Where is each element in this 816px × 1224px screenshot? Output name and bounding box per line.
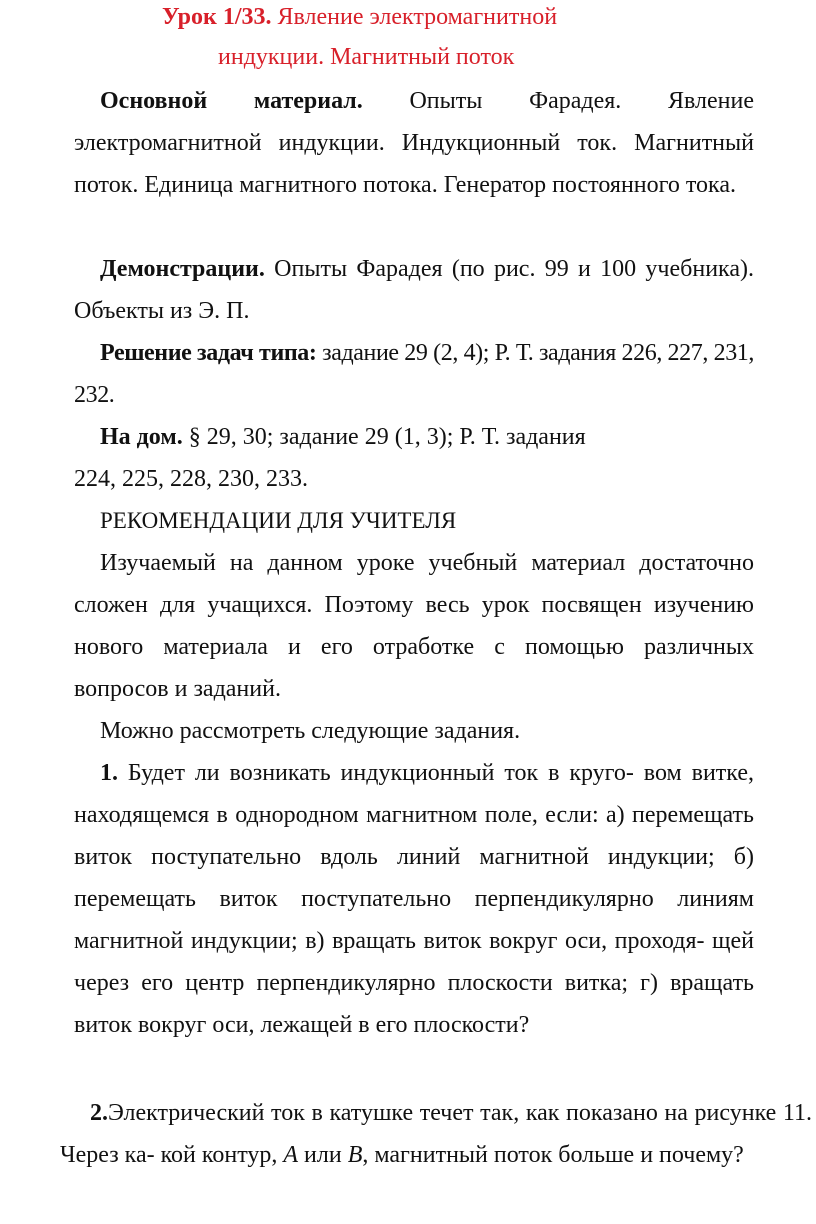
- question-2-text-a: Электрический ток в катушке течет так, как показано на рисунке 11. Через ка- кой контур,: [60, 1100, 812, 1168]
- lesson-number: Урок 1/33.: [162, 4, 272, 30]
- question-2-paragraph: [60, 1092, 812, 1176]
- question-2-text-c: , магнитный поток больше и почему?: [362, 1142, 744, 1168]
- question-1-paragraph: [74, 752, 754, 1046]
- question-1-text: Будет ли возникать индукционный ток в круго- вом витке, находящемся в однородном магнитном поле, если: а) перемещать виток поступательно вдоль линий магнитной индукции; б) перемещать виток поступательно перпендикулярно линиям магнитной индукции; в) вращать виток вокруг оси, проходя- щей через его центр перпендикулярно плоскости витка; г) вращать виток вокруг оси, лежащей в его плоскости?: [74, 760, 754, 1038]
- tasks-paragraph: [74, 332, 754, 416]
- homework-line2: 224, 225, 228, 230, 233.: [74, 466, 308, 492]
- demonstrations-paragraph: [74, 248, 754, 332]
- consider-tasks-text: Можно рассмотреть следующие задания.: [100, 718, 521, 744]
- contour-b-var: В: [347, 1142, 363, 1168]
- recommendations-heading: РЕКОМЕНДАЦИИ ДЛЯ УЧИТЕЛЯ: [100, 508, 457, 533]
- basic-material-text: Опыты Фарадея. Явление электромагнитной индукции. Индукционный ток. Магнитный поток. Единица магнитного потока. Генератор постоянного тока.: [74, 88, 754, 198]
- homework-text: § 29, 30; задание 29 (1, 3); Р. Т. задания: [182, 424, 586, 450]
- demonstrations-label: Демонстрации.: [100, 256, 265, 282]
- lesson-title-line2: индукции. Магнитный поток: [218, 44, 515, 70]
- lesson-title-text: Явление электромагнитной: [271, 4, 558, 30]
- contour-a-var: А: [283, 1142, 299, 1168]
- demonstrations-text: Опыты Фарадея (по рис. 99 и 100 учебника). Объекты из Э. П.: [74, 256, 754, 324]
- lesson-title-line1: [0, 2, 816, 32]
- question-2-number: 2.: [90, 1100, 108, 1126]
- question-2-text-b: или: [298, 1142, 348, 1168]
- basic-material-label: Основной материал.: [100, 88, 363, 114]
- question-1-number: 1.: [100, 760, 118, 786]
- intro-paragraph: Изучаемый на данном уроке учебный материал достаточно сложен для учащихся. Поэтому весь урок посвящен изучению нового материала и его отработке с помощью различных вопросов и заданий.: [74, 550, 754, 702]
- basic-material-paragraph: [74, 80, 754, 206]
- homework-line1: [100, 416, 586, 458]
- homework-label: На дом.: [100, 424, 183, 450]
- tasks-text: задание 29 (2, 4); Р. Т. задания 226, 227, 231, 232.: [74, 340, 754, 408]
- tasks-label: Решение задач типа:: [100, 340, 317, 366]
